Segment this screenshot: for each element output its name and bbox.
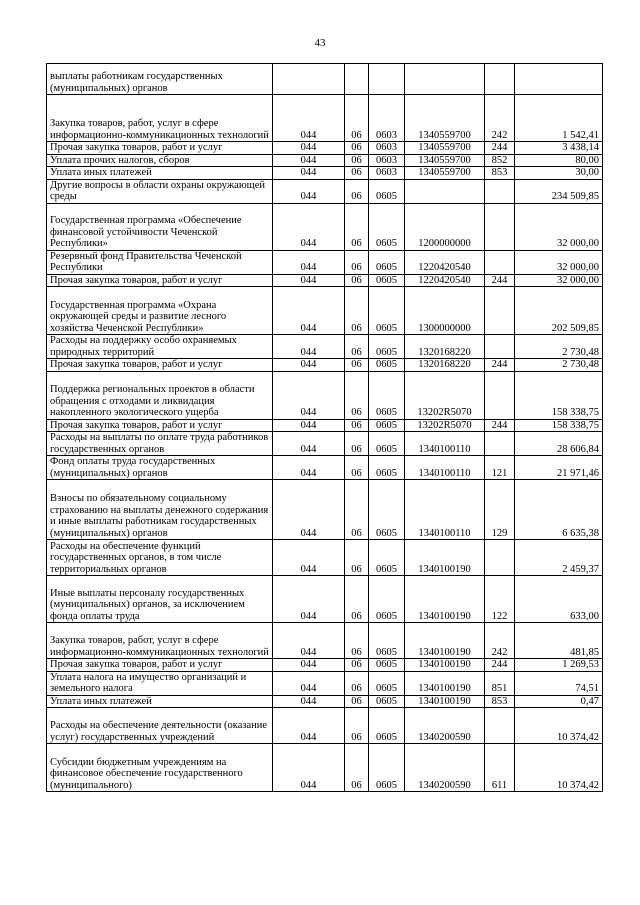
ministry-code-cell: 044 bbox=[273, 203, 345, 250]
item-name-cell: Уплата прочих налогов, сборов bbox=[47, 154, 273, 167]
section-code-cell: 06 bbox=[345, 623, 369, 659]
section-code-cell: 06 bbox=[345, 335, 369, 359]
table-row bbox=[47, 167, 603, 180]
table-row bbox=[47, 480, 603, 540]
item-name-cell: Государственная программа «Обеспечение финансовой устойчивости Чеченской Республики» bbox=[47, 203, 273, 250]
expense-type-cell: 851 bbox=[485, 671, 515, 695]
amount-cell: 6 635,38 bbox=[515, 480, 603, 540]
table-row bbox=[47, 708, 603, 744]
subsection-code-cell: 0605 bbox=[369, 371, 405, 419]
amount-cell: 158 338,75 bbox=[515, 419, 603, 432]
subsection-code-cell: 0603 bbox=[369, 142, 405, 155]
amount-cell: 2 459,37 bbox=[515, 540, 603, 576]
ministry-code-cell: 044 bbox=[273, 179, 345, 203]
item-name-cell: Прочая закупка товаров, работ и услуг bbox=[47, 359, 273, 372]
expense-type-cell: 242 bbox=[485, 95, 515, 142]
amount-cell: 32 000,00 bbox=[515, 274, 603, 287]
page-number: 43 bbox=[314, 37, 326, 49]
subsection-code-cell: 0605 bbox=[369, 708, 405, 744]
ministry-code-cell: 044 bbox=[273, 419, 345, 432]
target-article-cell: 1220420540 bbox=[405, 274, 485, 287]
item-name-cell: Закупка товаров, работ, услуг в сфере информационно-коммуникационных технологий bbox=[47, 95, 273, 142]
section-code-cell: 06 bbox=[345, 274, 369, 287]
expense-type-cell: 244 bbox=[485, 659, 515, 672]
expense-type-cell bbox=[485, 179, 515, 203]
expense-type-cell bbox=[485, 203, 515, 250]
table-row bbox=[47, 744, 603, 792]
ministry-code-cell: 044 bbox=[273, 371, 345, 419]
target-article-cell: 13202R5070 bbox=[405, 419, 485, 432]
expense-type-cell: 244 bbox=[485, 274, 515, 287]
ministry-code-cell: 044 bbox=[273, 744, 345, 792]
item-name-cell: Расходы на обеспечение функций государственных органов, в том числе территориальных органов bbox=[47, 540, 273, 576]
item-name-cell: Расходы на обеспечение деятельности (оказание услуг) государственных учреждений bbox=[47, 708, 273, 744]
table-row bbox=[47, 695, 603, 708]
target-article-cell: 1340100110 bbox=[405, 456, 485, 480]
table-row bbox=[47, 432, 603, 456]
section-code-cell: 06 bbox=[345, 142, 369, 155]
section-code-cell: 06 bbox=[345, 456, 369, 480]
ministry-code-cell bbox=[273, 64, 345, 95]
target-article-cell: 1340100190 bbox=[405, 659, 485, 672]
section-code-cell bbox=[345, 64, 369, 95]
item-name-cell: Прочая закупка товаров, работ и услуг bbox=[47, 274, 273, 287]
section-code-cell: 06 bbox=[345, 540, 369, 576]
subsection-code-cell: 0605 bbox=[369, 359, 405, 372]
section-code-cell: 06 bbox=[345, 671, 369, 695]
amount-cell: 10 374,42 bbox=[515, 708, 603, 744]
amount-cell: 21 971,46 bbox=[515, 456, 603, 480]
target-article-cell: 1340100190 bbox=[405, 576, 485, 623]
ministry-code-cell: 044 bbox=[273, 167, 345, 180]
budget-table-body bbox=[47, 64, 603, 792]
item-name-cell: Взносы по обязательному социальному страхованию на выплаты денежного содержания и иные выплаты работникам государственных (муниципальных) органов bbox=[47, 480, 273, 540]
ministry-code-cell: 044 bbox=[273, 359, 345, 372]
expense-type-cell bbox=[485, 64, 515, 95]
amount-cell: 234 509,85 bbox=[515, 179, 603, 203]
ministry-code-cell: 044 bbox=[273, 480, 345, 540]
table-row bbox=[47, 576, 603, 623]
target-article-cell: 1220420540 bbox=[405, 250, 485, 274]
expense-type-cell: 853 bbox=[485, 695, 515, 708]
table-row bbox=[47, 659, 603, 672]
amount-cell: 1 542,41 bbox=[515, 95, 603, 142]
amount-cell: 481,85 bbox=[515, 623, 603, 659]
expense-type-cell: 122 bbox=[485, 576, 515, 623]
table-row bbox=[47, 95, 603, 142]
subsection-code-cell: 0603 bbox=[369, 95, 405, 142]
expense-type-cell: 244 bbox=[485, 359, 515, 372]
ministry-code-cell: 044 bbox=[273, 671, 345, 695]
amount-cell: 3 438,14 bbox=[515, 142, 603, 155]
target-article-cell: 1340100190 bbox=[405, 671, 485, 695]
target-article-cell: 1340200590 bbox=[405, 708, 485, 744]
section-code-cell: 06 bbox=[345, 744, 369, 792]
target-article-cell: 1340100110 bbox=[405, 432, 485, 456]
table-row bbox=[47, 419, 603, 432]
table-row bbox=[47, 64, 603, 95]
table-row bbox=[47, 250, 603, 274]
expense-type-cell bbox=[485, 540, 515, 576]
item-name-cell: Поддержка региональных проектов в области обращения с отходами и ликвидация накопленного экологического ущерба bbox=[47, 371, 273, 419]
ministry-code-cell: 044 bbox=[273, 432, 345, 456]
ministry-code-cell: 044 bbox=[273, 456, 345, 480]
section-code-cell: 06 bbox=[345, 167, 369, 180]
subsection-code-cell: 0603 bbox=[369, 167, 405, 180]
item-name-cell: Закупка товаров, работ, услуг в сфере информационно-коммуникационных технологий bbox=[47, 623, 273, 659]
amount-cell: 30,00 bbox=[515, 167, 603, 180]
expense-type-cell bbox=[485, 287, 515, 335]
ministry-code-cell: 044 bbox=[273, 154, 345, 167]
ministry-code-cell: 044 bbox=[273, 695, 345, 708]
table-row bbox=[47, 142, 603, 155]
section-code-cell: 06 bbox=[345, 250, 369, 274]
section-code-cell: 06 bbox=[345, 287, 369, 335]
item-name-cell: Уплата иных платежей bbox=[47, 167, 273, 180]
table-row bbox=[47, 623, 603, 659]
amount-cell: 158 338,75 bbox=[515, 371, 603, 419]
ministry-code-cell: 044 bbox=[273, 540, 345, 576]
table-row bbox=[47, 154, 603, 167]
target-article-cell: 1300000000 bbox=[405, 287, 485, 335]
section-code-cell: 06 bbox=[345, 432, 369, 456]
table-row bbox=[47, 540, 603, 576]
item-name-cell: Другие вопросы в области охраны окружающей среды bbox=[47, 179, 273, 203]
subsection-code-cell: 0605 bbox=[369, 250, 405, 274]
ministry-code-cell: 044 bbox=[273, 95, 345, 142]
table-row bbox=[47, 671, 603, 695]
expense-type-cell: 244 bbox=[485, 419, 515, 432]
subsection-code-cell: 0605 bbox=[369, 335, 405, 359]
target-article-cell: 1340200590 bbox=[405, 744, 485, 792]
subsection-code-cell: 0605 bbox=[369, 432, 405, 456]
item-name-cell: Прочая закупка товаров, работ и услуг bbox=[47, 659, 273, 672]
item-name-cell: Иные выплаты персоналу государственных (муниципальных) органов, за исключением фонда оплаты труда bbox=[47, 576, 273, 623]
item-name-cell: Уплата налога на имущество организаций и земельного налога bbox=[47, 671, 273, 695]
ministry-code-cell: 044 bbox=[273, 708, 345, 744]
subsection-code-cell: 0605 bbox=[369, 623, 405, 659]
subsection-code-cell: 0605 bbox=[369, 179, 405, 203]
subsection-code-cell: 0605 bbox=[369, 659, 405, 672]
subsection-code-cell: 0605 bbox=[369, 287, 405, 335]
subsection-code-cell: 0605 bbox=[369, 576, 405, 623]
section-code-cell: 06 bbox=[345, 659, 369, 672]
subsection-code-cell: 0605 bbox=[369, 419, 405, 432]
subsection-code-cell: 0603 bbox=[369, 154, 405, 167]
amount-cell: 2 730,48 bbox=[515, 359, 603, 372]
subsection-code-cell: 0605 bbox=[369, 456, 405, 480]
amount-cell: 633,00 bbox=[515, 576, 603, 623]
target-article-cell: 1320168220 bbox=[405, 359, 485, 372]
amount-cell: 74,51 bbox=[515, 671, 603, 695]
subsection-code-cell: 0605 bbox=[369, 744, 405, 792]
item-name-cell: выплаты работникам государственных (муниципальных) органов bbox=[47, 64, 273, 95]
expense-type-cell: 852 bbox=[485, 154, 515, 167]
subsection-code-cell: 0605 bbox=[369, 203, 405, 250]
amount-cell: 32 000,00 bbox=[515, 250, 603, 274]
table-row bbox=[47, 203, 603, 250]
section-code-cell: 06 bbox=[345, 179, 369, 203]
ministry-code-cell: 044 bbox=[273, 250, 345, 274]
section-code-cell: 06 bbox=[345, 708, 369, 744]
expense-type-cell: 242 bbox=[485, 623, 515, 659]
table-row bbox=[47, 287, 603, 335]
amount-cell: 10 374,42 bbox=[515, 744, 603, 792]
amount-cell: 2 730,48 bbox=[515, 335, 603, 359]
expense-type-cell bbox=[485, 371, 515, 419]
expense-type-cell: 121 bbox=[485, 456, 515, 480]
expense-type-cell bbox=[485, 250, 515, 274]
expense-type-cell bbox=[485, 335, 515, 359]
amount-cell: 80,00 bbox=[515, 154, 603, 167]
table-row bbox=[47, 359, 603, 372]
table-row bbox=[47, 179, 603, 203]
item-name-cell: Резервный фонд Правительства Чеченской Республики bbox=[47, 250, 273, 274]
item-name-cell: Фонд оплаты труда государственных (муниципальных) органов bbox=[47, 456, 273, 480]
section-code-cell: 06 bbox=[345, 95, 369, 142]
subsection-code-cell bbox=[369, 64, 405, 95]
amount-cell: 202 509,85 bbox=[515, 287, 603, 335]
item-name-cell: Субсидии бюджетным учреждениям на финансовое обеспечение государственного (муниципального) bbox=[47, 744, 273, 792]
item-name-cell: Прочая закупка товаров, работ и услуг bbox=[47, 142, 273, 155]
target-article-cell: 1340100110 bbox=[405, 480, 485, 540]
table-row bbox=[47, 456, 603, 480]
subsection-code-cell: 0605 bbox=[369, 671, 405, 695]
subsection-code-cell: 0605 bbox=[369, 274, 405, 287]
subsection-code-cell: 0605 bbox=[369, 480, 405, 540]
table-row bbox=[47, 274, 603, 287]
expense-type-cell: 244 bbox=[485, 142, 515, 155]
target-article-cell: 1340100190 bbox=[405, 540, 485, 576]
section-code-cell: 06 bbox=[345, 695, 369, 708]
amount-cell: 0,47 bbox=[515, 695, 603, 708]
expense-type-cell bbox=[485, 432, 515, 456]
section-code-cell: 06 bbox=[345, 359, 369, 372]
target-article-cell: 1340100190 bbox=[405, 623, 485, 659]
expense-type-cell: 611 bbox=[485, 744, 515, 792]
target-article-cell: 13202R5070 bbox=[405, 371, 485, 419]
item-name-cell: Расходы на выплаты по оплате труда работников государственных органов bbox=[47, 432, 273, 456]
target-article-cell: 1340559700 bbox=[405, 154, 485, 167]
target-article-cell bbox=[405, 64, 485, 95]
item-name-cell: Расходы на поддержку особо охраняемых природных территорий bbox=[47, 335, 273, 359]
ministry-code-cell: 044 bbox=[273, 274, 345, 287]
amount-cell: 28 606,84 bbox=[515, 432, 603, 456]
item-name-cell: Прочая закупка товаров, работ и услуг bbox=[47, 419, 273, 432]
target-article-cell: 1340559700 bbox=[405, 95, 485, 142]
section-code-cell: 06 bbox=[345, 371, 369, 419]
item-name-cell: Государственная программа «Охрана окружающей среды и развитие лесного хозяйства Чеченской Республики» bbox=[47, 287, 273, 335]
section-code-cell: 06 bbox=[345, 576, 369, 623]
table-row bbox=[47, 335, 603, 359]
item-name-cell: Уплата иных платежей bbox=[47, 695, 273, 708]
ministry-code-cell: 044 bbox=[273, 287, 345, 335]
budget-table bbox=[46, 63, 603, 792]
amount-cell: 1 269,53 bbox=[515, 659, 603, 672]
ministry-code-cell: 044 bbox=[273, 623, 345, 659]
expense-type-cell bbox=[485, 708, 515, 744]
ministry-code-cell: 044 bbox=[273, 659, 345, 672]
table-row bbox=[47, 371, 603, 419]
target-article-cell: 1340559700 bbox=[405, 142, 485, 155]
section-code-cell: 06 bbox=[345, 203, 369, 250]
expense-type-cell: 129 bbox=[485, 480, 515, 540]
section-code-cell: 06 bbox=[345, 419, 369, 432]
ministry-code-cell: 044 bbox=[273, 142, 345, 155]
amount-cell bbox=[515, 64, 603, 95]
target-article-cell: 1340559700 bbox=[405, 167, 485, 180]
section-code-cell: 06 bbox=[345, 154, 369, 167]
section-code-cell: 06 bbox=[345, 480, 369, 540]
ministry-code-cell: 044 bbox=[273, 335, 345, 359]
ministry-code-cell: 044 bbox=[273, 576, 345, 623]
amount-cell: 32 000,00 bbox=[515, 203, 603, 250]
expense-type-cell: 853 bbox=[485, 167, 515, 180]
subsection-code-cell: 0605 bbox=[369, 695, 405, 708]
target-article-cell bbox=[405, 179, 485, 203]
subsection-code-cell: 0605 bbox=[369, 540, 405, 576]
target-article-cell: 1200000000 bbox=[405, 203, 485, 250]
target-article-cell: 1340100190 bbox=[405, 695, 485, 708]
target-article-cell: 1320168220 bbox=[405, 335, 485, 359]
